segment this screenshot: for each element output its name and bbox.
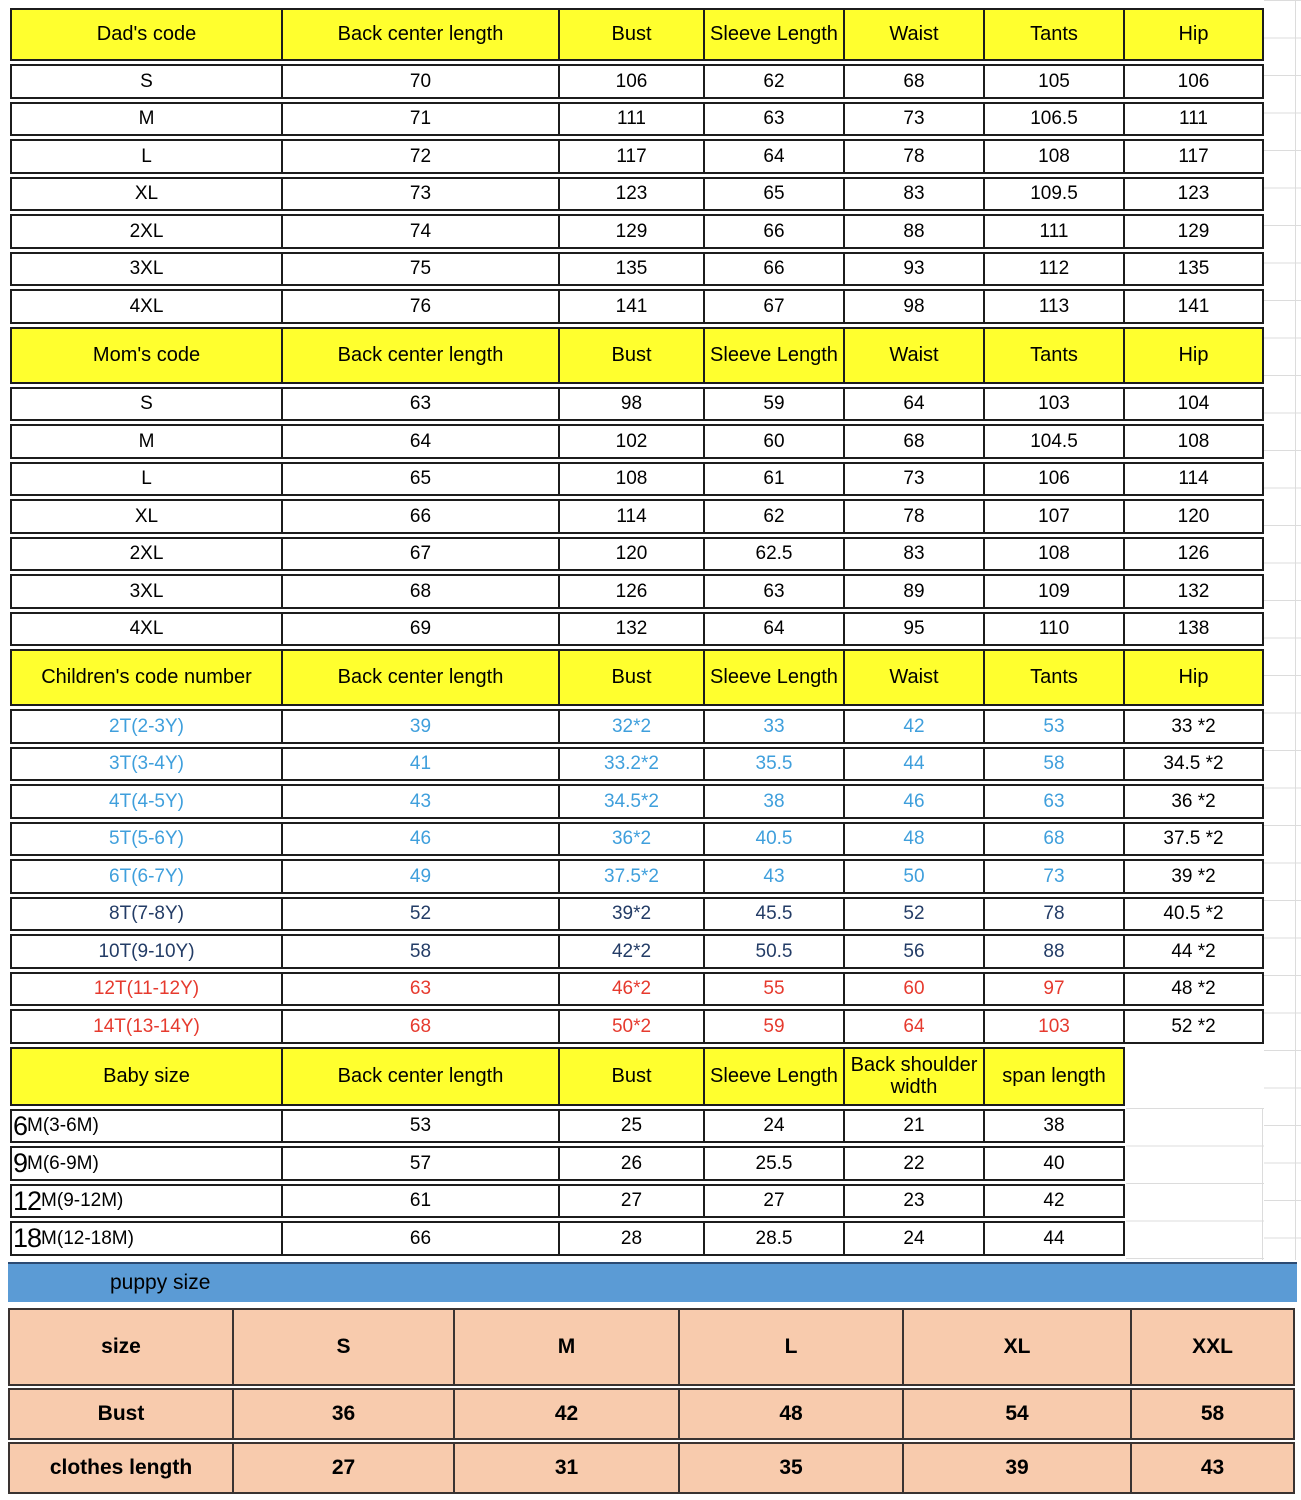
value-cell: 76 bbox=[283, 289, 560, 324]
value-cell: 54 bbox=[904, 1388, 1132, 1440]
header-cell: M bbox=[455, 1308, 680, 1386]
value-cell: 43 bbox=[283, 784, 560, 819]
value-cell: 24 bbox=[845, 1221, 985, 1256]
size-label-cell: 3XL bbox=[10, 574, 283, 609]
value-cell: 25.5 bbox=[705, 1146, 845, 1181]
value-cell: 63 bbox=[705, 102, 845, 137]
value-cell: 50.5 bbox=[705, 934, 845, 969]
table-row bbox=[10, 972, 1264, 1007]
table-row bbox=[10, 822, 1264, 857]
value-cell: 26 bbox=[560, 1146, 705, 1181]
value-cell: 104.5 bbox=[985, 424, 1125, 459]
value-cell: 25 bbox=[560, 1109, 705, 1144]
value-cell: 64 bbox=[845, 387, 985, 422]
header-cell: span length bbox=[985, 1047, 1125, 1106]
size-label-cell: 14T(13-14Y) bbox=[10, 1009, 283, 1044]
header-cell: Waist bbox=[845, 327, 985, 384]
value-cell: 73 bbox=[845, 102, 985, 137]
value-cell: 120 bbox=[560, 537, 705, 572]
value-cell: 63 bbox=[283, 387, 560, 422]
value-cell: 48 *2 bbox=[1125, 972, 1264, 1007]
value-cell: 23 bbox=[845, 1184, 985, 1219]
value-cell: 108 bbox=[985, 537, 1125, 572]
table-row bbox=[10, 709, 1264, 744]
value-cell: 38 bbox=[705, 784, 845, 819]
header-cell: Tants bbox=[985, 649, 1125, 706]
header-cell: Bust bbox=[560, 1047, 705, 1106]
value-cell: 66 bbox=[705, 214, 845, 249]
value-cell: 36 *2 bbox=[1125, 784, 1264, 819]
value-cell: 53 bbox=[283, 1109, 560, 1144]
value-cell: 103 bbox=[985, 1009, 1125, 1044]
value-cell: 68 bbox=[845, 64, 985, 99]
puppy-size-banner-label: puppy size bbox=[110, 1271, 211, 1294]
value-cell: 59 bbox=[705, 1009, 845, 1044]
value-cell: 55 bbox=[705, 972, 845, 1007]
table-row bbox=[10, 177, 1264, 212]
value-cell: 141 bbox=[1125, 289, 1264, 324]
value-cell: 45.5 bbox=[705, 897, 845, 932]
value-cell: 36 bbox=[234, 1388, 455, 1440]
value-cell: 95 bbox=[845, 612, 985, 647]
value-cell: 70 bbox=[283, 64, 560, 99]
value-cell: 64 bbox=[705, 612, 845, 647]
size-label-cell: 9 M(6-9M) bbox=[10, 1146, 283, 1181]
value-cell: 33 *2 bbox=[1125, 709, 1264, 744]
value-cell: 32*2 bbox=[560, 709, 705, 744]
table-row bbox=[10, 102, 1264, 137]
value-cell: 135 bbox=[560, 252, 705, 287]
value-cell: 68 bbox=[283, 574, 560, 609]
value-cell: 83 bbox=[845, 177, 985, 212]
value-cell: 75 bbox=[283, 252, 560, 287]
size-label-cell: M bbox=[10, 102, 283, 137]
header-cell: Baby size bbox=[10, 1047, 283, 1106]
value-cell: 66 bbox=[283, 499, 560, 534]
size-label-cell: S bbox=[10, 387, 283, 422]
value-cell: 117 bbox=[560, 139, 705, 174]
header-row bbox=[10, 649, 1264, 706]
value-cell: 74 bbox=[283, 214, 560, 249]
value-cell: 73 bbox=[845, 462, 985, 497]
value-cell: 33.2*2 bbox=[560, 747, 705, 782]
value-cell: 48 bbox=[845, 822, 985, 857]
table-row bbox=[10, 1184, 1264, 1219]
value-cell: 50*2 bbox=[560, 1009, 705, 1044]
header-cell: Children's code number bbox=[10, 649, 283, 706]
header-cell: Back center length bbox=[283, 8, 560, 61]
value-cell: 56 bbox=[845, 934, 985, 969]
size-label-cell: 18 M(12-18M) bbox=[10, 1221, 283, 1256]
table-row bbox=[10, 1109, 1264, 1144]
value-cell: 68 bbox=[985, 822, 1125, 857]
table-row bbox=[10, 897, 1264, 932]
value-cell: 68 bbox=[845, 424, 985, 459]
value-cell: 141 bbox=[560, 289, 705, 324]
value-cell: 52 bbox=[283, 897, 560, 932]
value-cell: 88 bbox=[985, 934, 1125, 969]
value-cell: 41 bbox=[283, 747, 560, 782]
value-cell: 31 bbox=[455, 1442, 680, 1494]
value-cell: 63 bbox=[985, 784, 1125, 819]
table-row bbox=[10, 214, 1264, 249]
header-cell: Back shoulder width bbox=[845, 1047, 985, 1106]
value-cell: 114 bbox=[1125, 462, 1264, 497]
header-row bbox=[8, 1308, 1295, 1386]
value-cell: 27 bbox=[234, 1442, 455, 1494]
table-row bbox=[10, 1146, 1264, 1181]
header-cell: Bust bbox=[560, 327, 705, 384]
value-cell: 46*2 bbox=[560, 972, 705, 1007]
value-cell: 28.5 bbox=[705, 1221, 845, 1256]
table-row bbox=[10, 859, 1264, 894]
table-row bbox=[10, 462, 1264, 497]
value-cell: 63 bbox=[705, 574, 845, 609]
value-cell: 58 bbox=[283, 934, 560, 969]
value-cell: 106.5 bbox=[985, 102, 1125, 137]
header-cell: Hip bbox=[1125, 649, 1264, 706]
puppy-size-table bbox=[8, 1308, 1295, 1496]
table-row bbox=[8, 1388, 1295, 1440]
table-row bbox=[10, 139, 1264, 174]
value-cell: 38 bbox=[985, 1109, 1125, 1144]
table-row bbox=[10, 934, 1264, 969]
value-cell: 106 bbox=[560, 64, 705, 99]
table-row bbox=[10, 784, 1264, 819]
value-cell: 108 bbox=[985, 139, 1125, 174]
size-label-cell: 6T(6-7Y) bbox=[10, 859, 283, 894]
table-row bbox=[10, 289, 1264, 324]
value-cell: 35 bbox=[680, 1442, 904, 1494]
value-cell: 22 bbox=[845, 1146, 985, 1181]
value-cell: 42 bbox=[845, 709, 985, 744]
baby-size-table bbox=[10, 1047, 1264, 1256]
value-cell: 110 bbox=[985, 612, 1125, 647]
size-label-cell: L bbox=[10, 462, 283, 497]
size-label-cell: 3XL bbox=[10, 252, 283, 287]
children-size-table bbox=[10, 649, 1264, 1044]
value-cell: 69 bbox=[283, 612, 560, 647]
value-cell: 78 bbox=[985, 897, 1125, 932]
value-cell: 62 bbox=[705, 64, 845, 99]
dad-size-table bbox=[10, 8, 1264, 324]
size-label-cell: XL bbox=[10, 177, 283, 212]
header-cell: Hip bbox=[1125, 327, 1264, 384]
size-label-cell: clothes length bbox=[8, 1442, 234, 1494]
value-cell: 64 bbox=[845, 1009, 985, 1044]
value-cell: 39 *2 bbox=[1125, 859, 1264, 894]
value-cell: 111 bbox=[560, 102, 705, 137]
value-cell: 59 bbox=[705, 387, 845, 422]
value-cell: 49 bbox=[283, 859, 560, 894]
value-cell: 43 bbox=[705, 859, 845, 894]
header-cell: S bbox=[234, 1308, 455, 1386]
puppy-size-banner bbox=[8, 1262, 1297, 1302]
value-cell: 44 *2 bbox=[1125, 934, 1264, 969]
size-label-cell: M bbox=[10, 424, 283, 459]
size-label-cell: S bbox=[10, 64, 283, 99]
value-cell: 83 bbox=[845, 537, 985, 572]
value-cell: 132 bbox=[560, 612, 705, 647]
size-label-cell: 3T(3-4Y) bbox=[10, 747, 283, 782]
value-cell: 117 bbox=[1125, 139, 1264, 174]
table-row bbox=[10, 747, 1264, 782]
size-label-cell: L bbox=[10, 139, 283, 174]
table-row bbox=[10, 537, 1264, 572]
value-cell: 46 bbox=[845, 784, 985, 819]
value-cell: 27 bbox=[705, 1184, 845, 1219]
value-cell: 78 bbox=[845, 499, 985, 534]
value-cell: 61 bbox=[283, 1184, 560, 1219]
value-cell: 34.5 *2 bbox=[1125, 747, 1264, 782]
value-cell: 50 bbox=[845, 859, 985, 894]
value-cell: 93 bbox=[845, 252, 985, 287]
value-cell: 98 bbox=[560, 387, 705, 422]
header-cell: size bbox=[8, 1308, 234, 1386]
value-cell: 65 bbox=[283, 462, 560, 497]
value-cell: 35.5 bbox=[705, 747, 845, 782]
table-row bbox=[10, 574, 1264, 609]
value-cell: 113 bbox=[985, 289, 1125, 324]
header-cell: Back center length bbox=[283, 649, 560, 706]
value-cell: 27 bbox=[560, 1184, 705, 1219]
size-label-cell: XL bbox=[10, 499, 283, 534]
value-cell: 44 bbox=[845, 747, 985, 782]
value-cell: 104 bbox=[1125, 387, 1264, 422]
size-label-cell: 2T(2-3Y) bbox=[10, 709, 283, 744]
value-cell: 46 bbox=[283, 822, 560, 857]
table-row bbox=[10, 1221, 1264, 1256]
value-cell: 42*2 bbox=[560, 934, 705, 969]
value-cell: 43 bbox=[1132, 1442, 1295, 1494]
value-cell: 111 bbox=[985, 214, 1125, 249]
header-cell: Tants bbox=[985, 8, 1125, 61]
value-cell: 103 bbox=[985, 387, 1125, 422]
value-cell: 39 bbox=[904, 1442, 1132, 1494]
header-cell: Hip bbox=[1125, 8, 1264, 61]
value-cell: 73 bbox=[985, 859, 1125, 894]
value-cell: 42 bbox=[455, 1388, 680, 1440]
header-cell: Sleeve Length bbox=[705, 1047, 845, 1106]
value-cell: 108 bbox=[1125, 424, 1264, 459]
value-cell: 39 bbox=[283, 709, 560, 744]
value-cell: 107 bbox=[985, 499, 1125, 534]
value-cell: 112 bbox=[985, 252, 1125, 287]
value-cell: 40 bbox=[985, 1146, 1125, 1181]
value-cell: 109.5 bbox=[985, 177, 1125, 212]
value-cell: 66 bbox=[705, 252, 845, 287]
size-label-cell: 5T(5-6Y) bbox=[10, 822, 283, 857]
spreadsheet-gridline-vertical-baby bbox=[1262, 1108, 1263, 1260]
value-cell: 106 bbox=[985, 462, 1125, 497]
mom-size-table bbox=[10, 327, 1264, 647]
header-cell: XXL bbox=[1132, 1308, 1295, 1386]
value-cell: 72 bbox=[283, 139, 560, 174]
value-cell: 52 bbox=[845, 897, 985, 932]
size-label-cell: Bust bbox=[8, 1388, 234, 1440]
value-cell: 58 bbox=[985, 747, 1125, 782]
size-label-cell: 12T(11-12Y) bbox=[10, 972, 283, 1007]
table-row bbox=[8, 1442, 1295, 1494]
header-cell: L bbox=[680, 1308, 904, 1386]
value-cell: 62.5 bbox=[705, 537, 845, 572]
value-cell: 48 bbox=[680, 1388, 904, 1440]
value-cell: 60 bbox=[845, 972, 985, 1007]
value-cell: 129 bbox=[1125, 214, 1264, 249]
value-cell: 109 bbox=[985, 574, 1125, 609]
value-cell: 108 bbox=[560, 462, 705, 497]
value-cell: 44 bbox=[985, 1221, 1125, 1256]
value-cell: 73 bbox=[283, 177, 560, 212]
value-cell: 67 bbox=[705, 289, 845, 324]
header-cell: Bust bbox=[560, 8, 705, 61]
header-cell: Tants bbox=[985, 327, 1125, 384]
value-cell: 105 bbox=[985, 64, 1125, 99]
header-cell: Sleeve Length bbox=[705, 327, 845, 384]
header-row bbox=[10, 327, 1264, 384]
value-cell: 57 bbox=[283, 1146, 560, 1181]
table-row bbox=[10, 612, 1264, 647]
value-cell: 126 bbox=[560, 574, 705, 609]
value-cell: 97 bbox=[985, 972, 1125, 1007]
value-cell: 67 bbox=[283, 537, 560, 572]
value-cell: 40.5 *2 bbox=[1125, 897, 1264, 932]
value-cell: 40.5 bbox=[705, 822, 845, 857]
header-cell: Dad's code bbox=[10, 8, 283, 61]
value-cell: 135 bbox=[1125, 252, 1264, 287]
value-cell: 120 bbox=[1125, 499, 1264, 534]
value-cell: 68 bbox=[283, 1009, 560, 1044]
header-cell: Sleeve Length bbox=[705, 8, 845, 61]
value-cell: 102 bbox=[560, 424, 705, 459]
value-cell: 42 bbox=[985, 1184, 1125, 1219]
value-cell: 28 bbox=[560, 1221, 705, 1256]
value-cell: 61 bbox=[705, 462, 845, 497]
value-cell: 111 bbox=[1125, 102, 1264, 137]
table-row bbox=[10, 252, 1264, 287]
value-cell: 36*2 bbox=[560, 822, 705, 857]
header-cell: XL bbox=[904, 1308, 1132, 1386]
header-row bbox=[10, 8, 1264, 61]
value-cell: 126 bbox=[1125, 537, 1264, 572]
header-row bbox=[10, 1047, 1264, 1106]
value-cell: 34.5*2 bbox=[560, 784, 705, 819]
value-cell: 58 bbox=[1132, 1388, 1295, 1440]
value-cell: 78 bbox=[845, 139, 985, 174]
value-cell: 106 bbox=[1125, 64, 1264, 99]
header-cell: Mom's code bbox=[10, 327, 283, 384]
size-label-cell: 12 M(9-12M) bbox=[10, 1184, 283, 1219]
value-cell: 24 bbox=[705, 1109, 845, 1144]
size-label-cell: 10T(9-10Y) bbox=[10, 934, 283, 969]
value-cell: 123 bbox=[560, 177, 705, 212]
value-cell: 33 bbox=[705, 709, 845, 744]
value-cell: 123 bbox=[1125, 177, 1264, 212]
value-cell: 21 bbox=[845, 1109, 985, 1144]
header-cell: Waist bbox=[845, 649, 985, 706]
size-label-cell: 4XL bbox=[10, 289, 283, 324]
value-cell: 71 bbox=[283, 102, 560, 137]
header-cell: Sleeve Length bbox=[705, 649, 845, 706]
size-label-cell: 4XL bbox=[10, 612, 283, 647]
header-cell: Back center length bbox=[283, 1047, 560, 1106]
value-cell: 89 bbox=[845, 574, 985, 609]
header-cell: Back center length bbox=[283, 327, 560, 384]
table-row bbox=[10, 64, 1264, 99]
size-label-cell: 2XL bbox=[10, 214, 283, 249]
size-label-cell: 2XL bbox=[10, 537, 283, 572]
value-cell: 64 bbox=[283, 424, 560, 459]
value-cell: 138 bbox=[1125, 612, 1264, 647]
spreadsheet-gridline-vertical bbox=[1295, 0, 1296, 1260]
value-cell: 53 bbox=[985, 709, 1125, 744]
value-cell: 37.5 *2 bbox=[1125, 822, 1264, 857]
table-row bbox=[10, 424, 1264, 459]
header-cell: Waist bbox=[845, 8, 985, 61]
value-cell: 88 bbox=[845, 214, 985, 249]
value-cell: 114 bbox=[560, 499, 705, 534]
spreadsheet-gridlines-baby-right bbox=[1126, 1108, 1264, 1260]
value-cell: 63 bbox=[283, 972, 560, 1007]
table-row bbox=[10, 387, 1264, 422]
value-cell: 66 bbox=[283, 1221, 560, 1256]
value-cell: 129 bbox=[560, 214, 705, 249]
value-cell: 52 *2 bbox=[1125, 1009, 1264, 1044]
value-cell: 98 bbox=[845, 289, 985, 324]
size-label-cell: 6 M(3-6M) bbox=[10, 1109, 283, 1144]
value-cell: 132 bbox=[1125, 574, 1264, 609]
table-row bbox=[10, 1009, 1264, 1044]
family-size-tables bbox=[10, 8, 1264, 1259]
header-cell: Bust bbox=[560, 649, 705, 706]
size-label-cell: 4T(4-5Y) bbox=[10, 784, 283, 819]
value-cell: 62 bbox=[705, 499, 845, 534]
value-cell: 60 bbox=[705, 424, 845, 459]
value-cell: 64 bbox=[705, 139, 845, 174]
size-label-cell: 8T(7-8Y) bbox=[10, 897, 283, 932]
value-cell: 65 bbox=[705, 177, 845, 212]
value-cell: 39*2 bbox=[560, 897, 705, 932]
table-row bbox=[10, 499, 1264, 534]
value-cell: 37.5*2 bbox=[560, 859, 705, 894]
